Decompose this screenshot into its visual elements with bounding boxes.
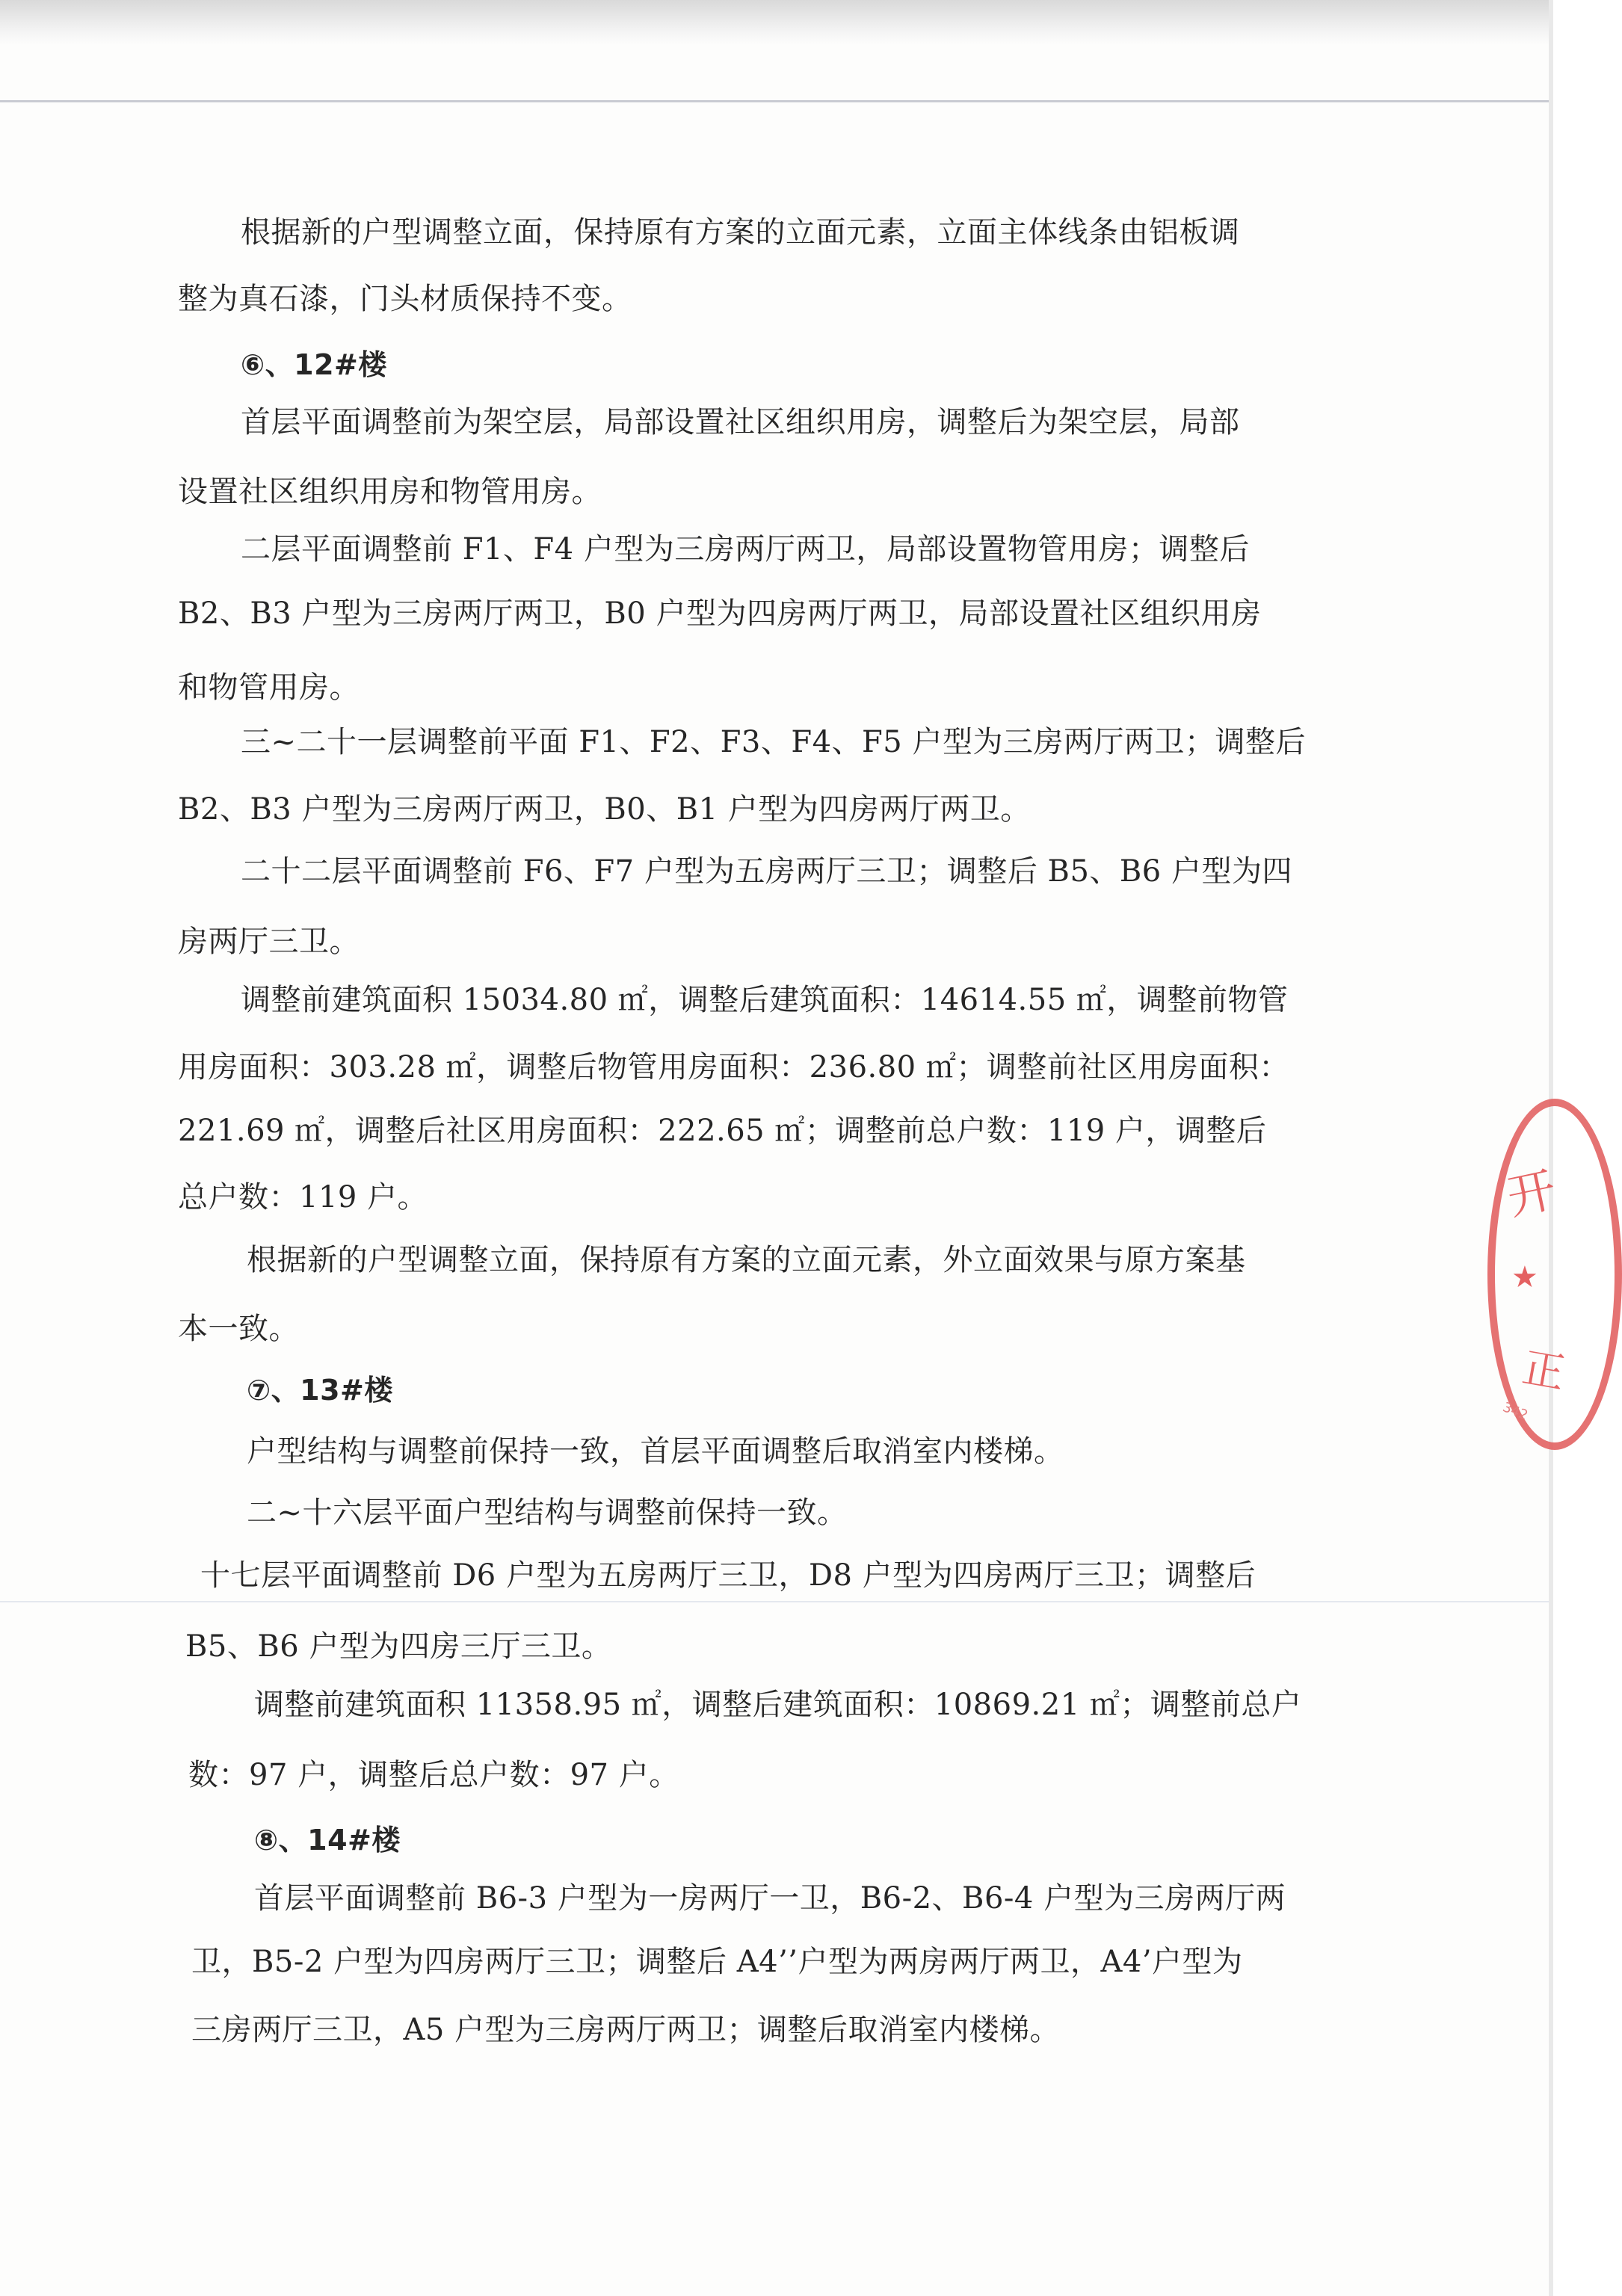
body-line: 和物管用房。 [178, 670, 360, 705]
stamp-star-icon: ★ [1511, 1260, 1538, 1294]
body-line: 首层平面调整前 B6-3 户型为一房两厅一卫，B6-2、B6-4 户型为三房两厅两 [254, 1881, 1286, 1916]
body-line: 三~二十一层调整前平面 F1、F2、F3、F4、F5 户型为三房两厅两卫；调整后 [241, 725, 1306, 759]
body-line: 221.69 ㎡，调整后社区用房面积：222.65 ㎡；调整前总户数：119 户，调整后 [178, 1114, 1267, 1148]
header-rule [0, 100, 1553, 102]
body-line: 调整前建筑面积 11358.95 ㎡，调整后建筑面积：10869.21 ㎡；调整前总户 [254, 1688, 1302, 1722]
stamp-char: 正 [1519, 1343, 1569, 1399]
body-line: 本一致。 [178, 1312, 299, 1346]
body-line: 三房两厅三卫，A5 户型为三房两厅两卫；调整后取消室内楼梯。 [191, 2013, 1061, 2047]
body-line: 总户数：119 户。 [178, 1180, 428, 1215]
body-line: 卫，B5-2 户型为四房两厅三卫；调整后 A4’’户型为两房两厅两卫，A4’户型为 [191, 1945, 1243, 1979]
stamp-code: 342 [1500, 1399, 1531, 1424]
scan-fold-line [0, 1601, 1553, 1602]
section-heading-building-12: ⑥、12#楼 [241, 348, 387, 381]
body-line: B2、B3 户型为三房两厅两卫，B0、B1 户型为四房两厅两卫。 [178, 792, 1031, 827]
body-line: 十七层平面调整前 D6 户型为五房两厅三卫，D8 户型为四房两厅三卫；调整后 [200, 1558, 1256, 1593]
body-line: 数：97 户，调整后总户数：97 户。 [188, 1758, 679, 1792]
body-line: 二十二层平面调整前 F6、F7 户型为五房两厅三卫；调整后 B5、B6 户型为四 [241, 854, 1292, 889]
body-line: 用房面积：303.28 ㎡，调整后物管用房面积：236.80 ㎡；调整前社区用房面积： [178, 1050, 1289, 1084]
body-line: B2、B3 户型为三房两厅两卫，B0 户型为四房两厅两卫，局部设置社区组织用房 [178, 596, 1262, 631]
body-line: 根据新的户型调整立面，保持原有方案的立面元素，外立面效果与原方案基 [247, 1243, 1246, 1277]
body-line: 二~十六层平面户型结构与调整前保持一致。 [247, 1496, 848, 1530]
body-line: 户型结构与调整前保持一致，首层平面调整后取消室内楼梯。 [247, 1434, 1064, 1469]
body-line: 房两厅三卫。 [178, 925, 360, 959]
body-line: 整为真石漆，门头材质保持不变。 [178, 282, 632, 316]
section-heading-building-14: ⑧、14#楼 [254, 1824, 401, 1857]
body-line: 二层平面调整前 F1、F4 户型为三房两厅两卫，局部设置物管用房；调整后 [241, 532, 1250, 567]
body-line: 调整前建筑面积 15034.80 ㎡，调整后建筑面积：14614.55 ㎡，调整前物管 [241, 983, 1289, 1017]
body-line: B5、B6 户型为四房三厅三卫。 [185, 1629, 612, 1664]
body-line: 首层平面调整前为架空层，局部设置社区组织用房，调整后为架空层，局部 [241, 405, 1240, 439]
body-line: 根据新的户型调整立面，保持原有方案的立面元素，立面主体线条由铝板调 [241, 215, 1240, 250]
body-line: 设置社区组织用房和物管用房。 [178, 475, 602, 509]
scan-top-shadow [0, 0, 1553, 45]
section-heading-building-13: ⑦、13#楼 [247, 1374, 393, 1407]
stamp-char: 开 [1502, 1162, 1561, 1226]
official-seal-stamp [1487, 1099, 1622, 1450]
